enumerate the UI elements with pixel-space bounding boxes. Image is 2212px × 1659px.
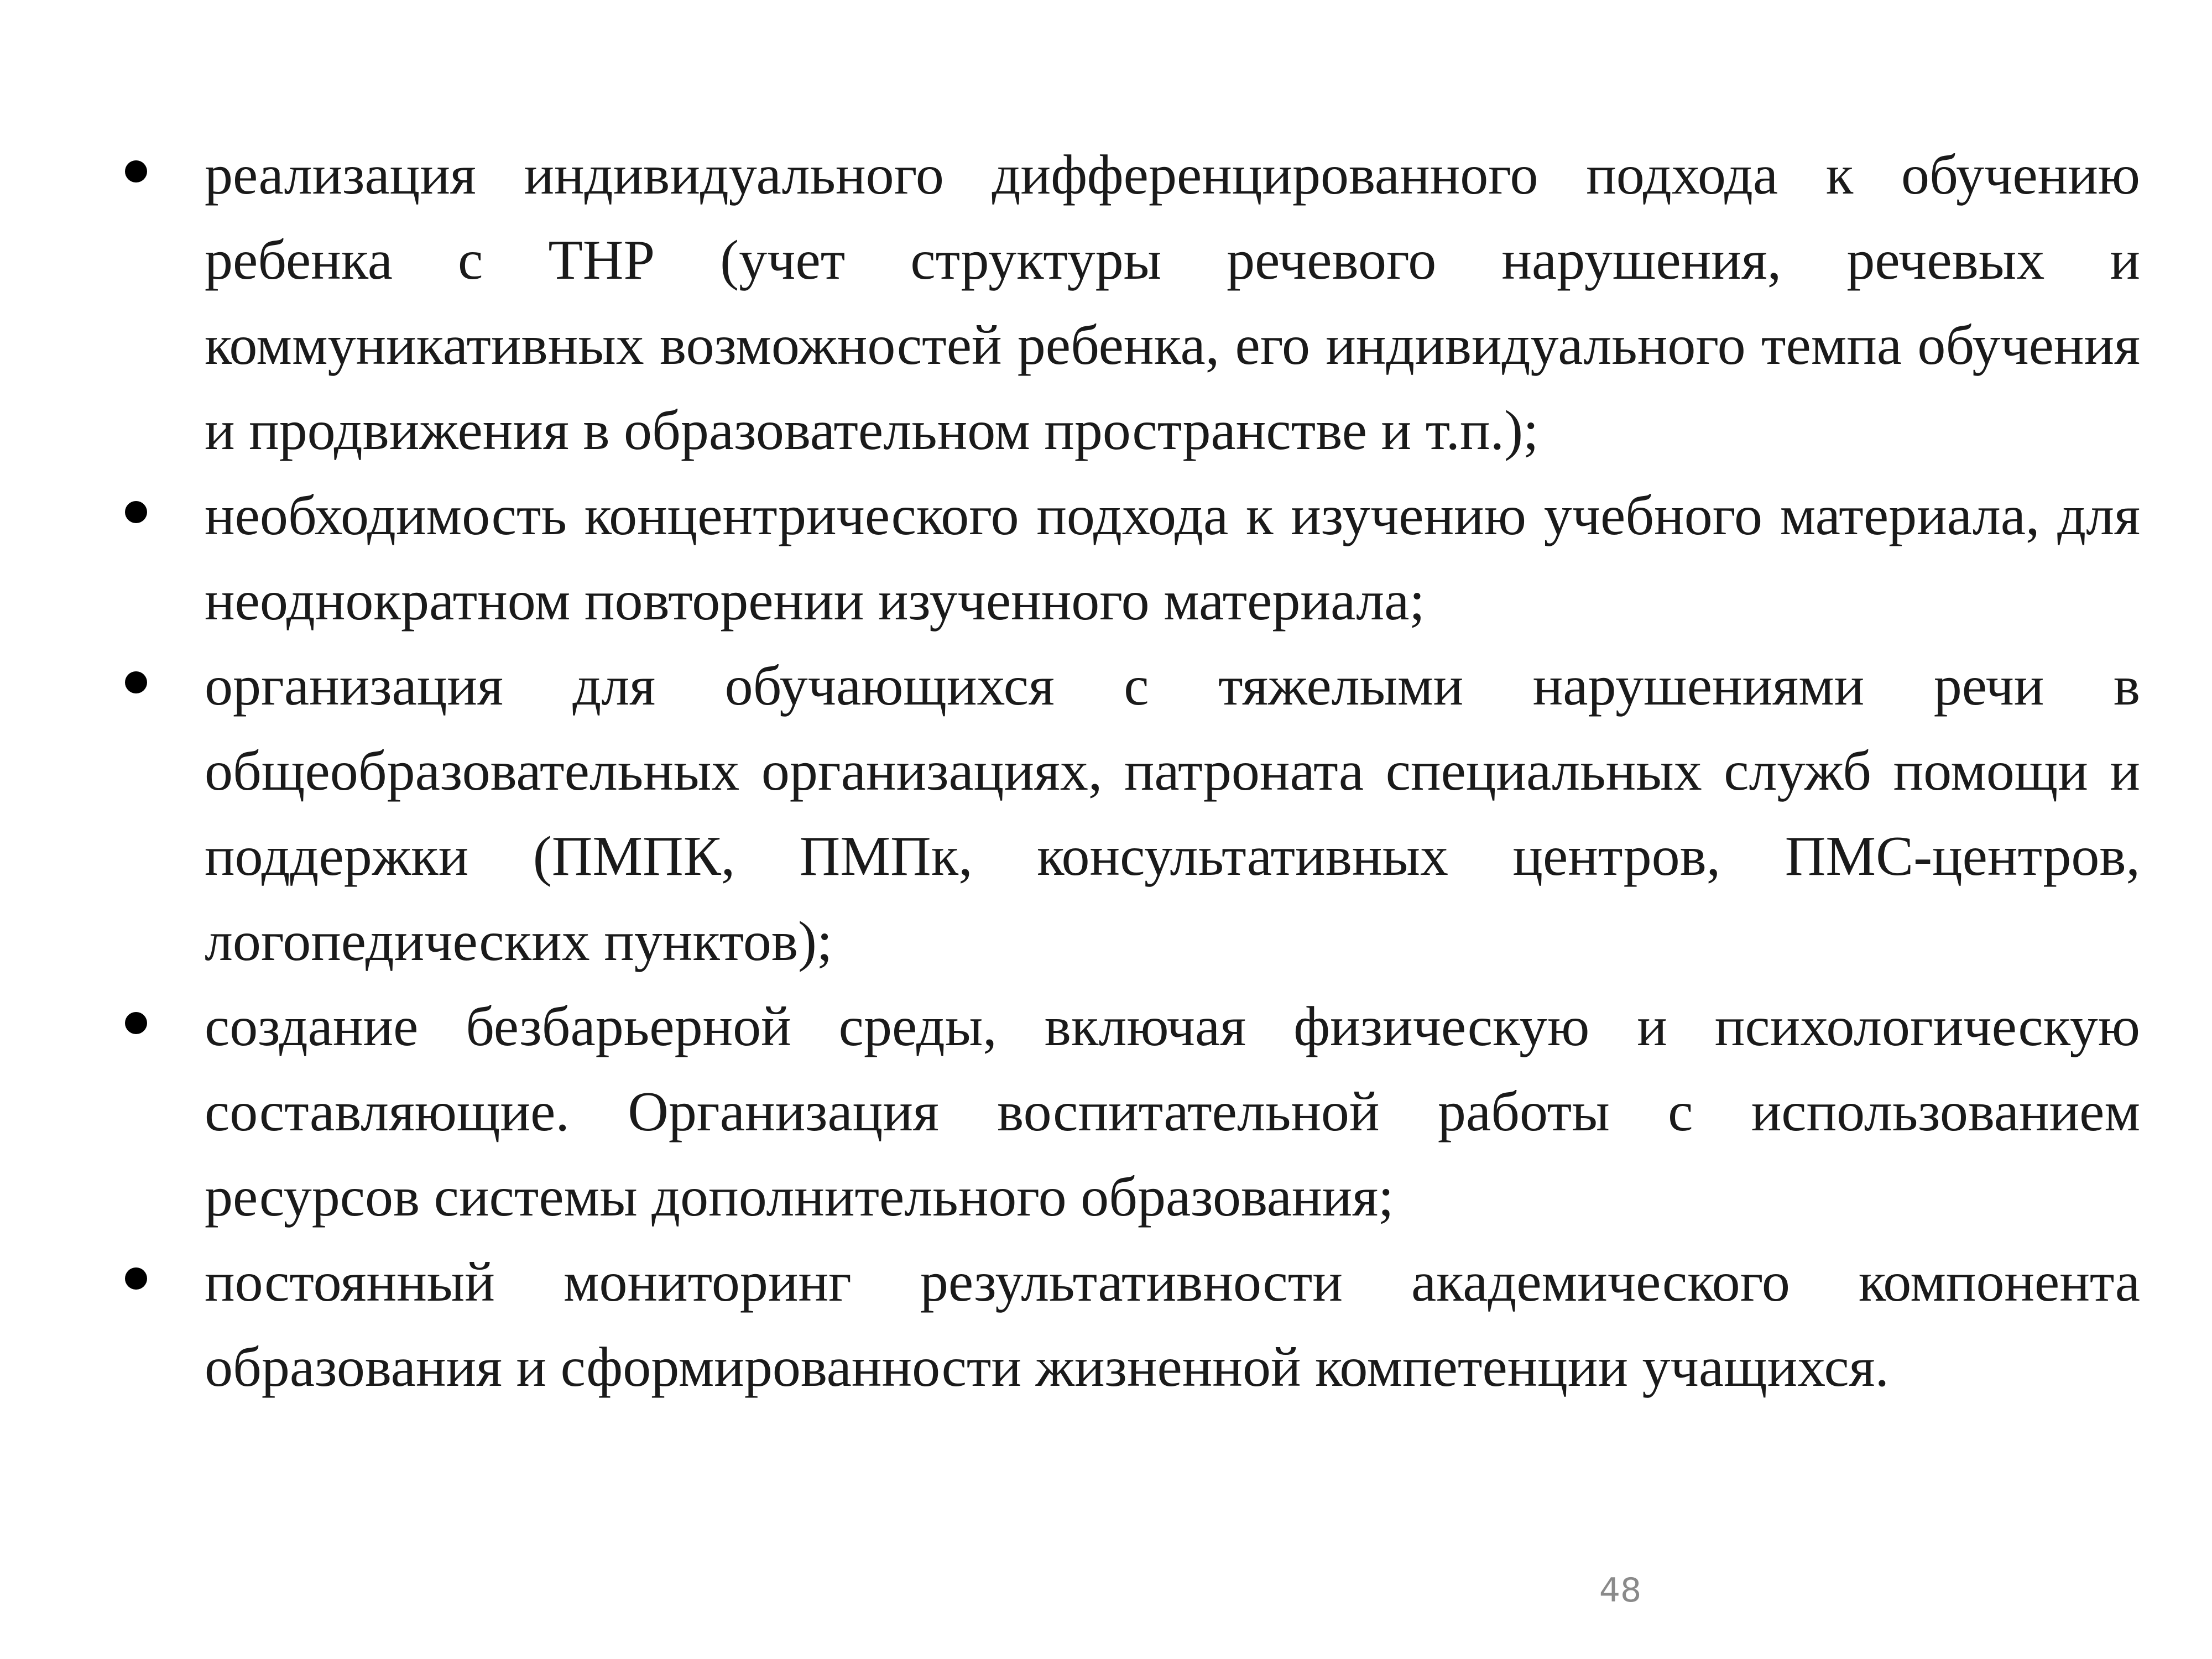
bullet-dot-icon [111,984,205,1070]
list-item-text: реализация индивидуального дифференцированного подхода к обучению ребенка с ТНР (учет структуры речевого нарушения, речевых и коммуникативных возможностей ребенка, его индивидуального темпа обучения и продвижения в образовательном пространстве и т.п.); [205,144,2140,462]
bullet-list [111,133,2140,1410]
list-item-text: создание безбарьерной среды, включая физическую и психологическую составляющие. Организация воспитательной работы с использованием ресурсов системы дополнительного образования; [205,995,2140,1228]
bullet-dot-icon [111,644,205,729]
list-item [111,644,2140,984]
list-item [111,133,2140,473]
list-item [111,984,2140,1240]
bullet-dot-icon [111,133,205,218]
page-number: 48 [1599,1571,1642,1610]
list-item [111,473,2140,644]
list-item-text: постоянный мониторинг результативности академического компонента образования и сформированности жизненной компетенции учащихся. [205,1251,2140,1399]
list-item-text: необходимость концентрического подхода к изучению учебного материала, для неоднократном повторении изученного материала; [205,484,2140,632]
bullet-dot-icon [111,1240,205,1325]
list-item-text: организация для обучающихся с тяжелыми нарушениями речи в общеобразовательных организациях, патроната специальных служб помощи и поддержки (ПМПК, ПМПк, консультативных центров, ПМС-центров, логопедических пунктов); [205,655,2140,973]
slide-content [111,133,2140,1410]
bullet-dot-icon [111,473,205,559]
list-item [111,1240,2140,1410]
